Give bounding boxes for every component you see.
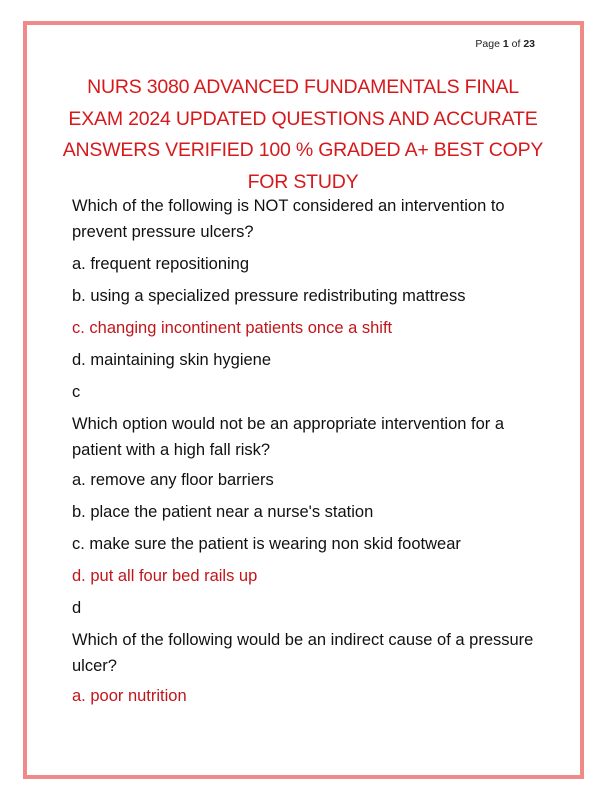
- answer-key: d: [72, 599, 82, 617]
- answer-option: a. frequent repositioning: [72, 255, 250, 273]
- title-line: EXAM 2024 UPDATED QUESTIONS AND ACCURATE: [68, 107, 538, 130]
- answer-key: c: [72, 383, 81, 401]
- answer-option: a. remove any floor barriers: [72, 471, 274, 489]
- correct-answer-option: d. put all four bed rails up: [72, 567, 258, 585]
- title-line: NURS 3080 ADVANCED FUNDAMENTALS FINAL: [87, 76, 519, 98]
- question-text: Which of the following is NOT considered an intervention to: [72, 197, 505, 215]
- page-total: 23: [523, 38, 535, 50]
- answer-option: b. using a specialized pressure redistributing mattress: [72, 287, 466, 305]
- document-title: [60, 72, 546, 198]
- correct-answer-option: a. poor nutrition: [72, 687, 187, 705]
- page-number: [475, 38, 535, 50]
- question-text: Which of the following would be an indirect cause of a pressure: [72, 631, 534, 649]
- answer-option: c. make sure the patient is wearing non skid footwear: [72, 535, 461, 553]
- question-text: ulcer?: [72, 657, 117, 675]
- answer-option: d. maintaining skin hygiene: [72, 351, 272, 369]
- title-line: FOR STUDY: [247, 170, 359, 193]
- question-text: prevent pressure ulcers?: [72, 223, 254, 241]
- answer-option: b. place the patient near a nurse's station: [72, 503, 374, 521]
- page-current: 1: [502, 38, 509, 50]
- question-text: patient with a high fall risk?: [72, 441, 271, 459]
- correct-answer-option: c. changing incontinent patients once a shift: [72, 319, 393, 337]
- page-of: of: [511, 38, 521, 50]
- page-prefix: Page: [475, 38, 500, 50]
- question-text: Which option would not be an appropriate intervention for a: [72, 415, 505, 433]
- title-line: ANSWERS VERIFIED 100 % GRADED A+ BEST COPY: [62, 139, 544, 161]
